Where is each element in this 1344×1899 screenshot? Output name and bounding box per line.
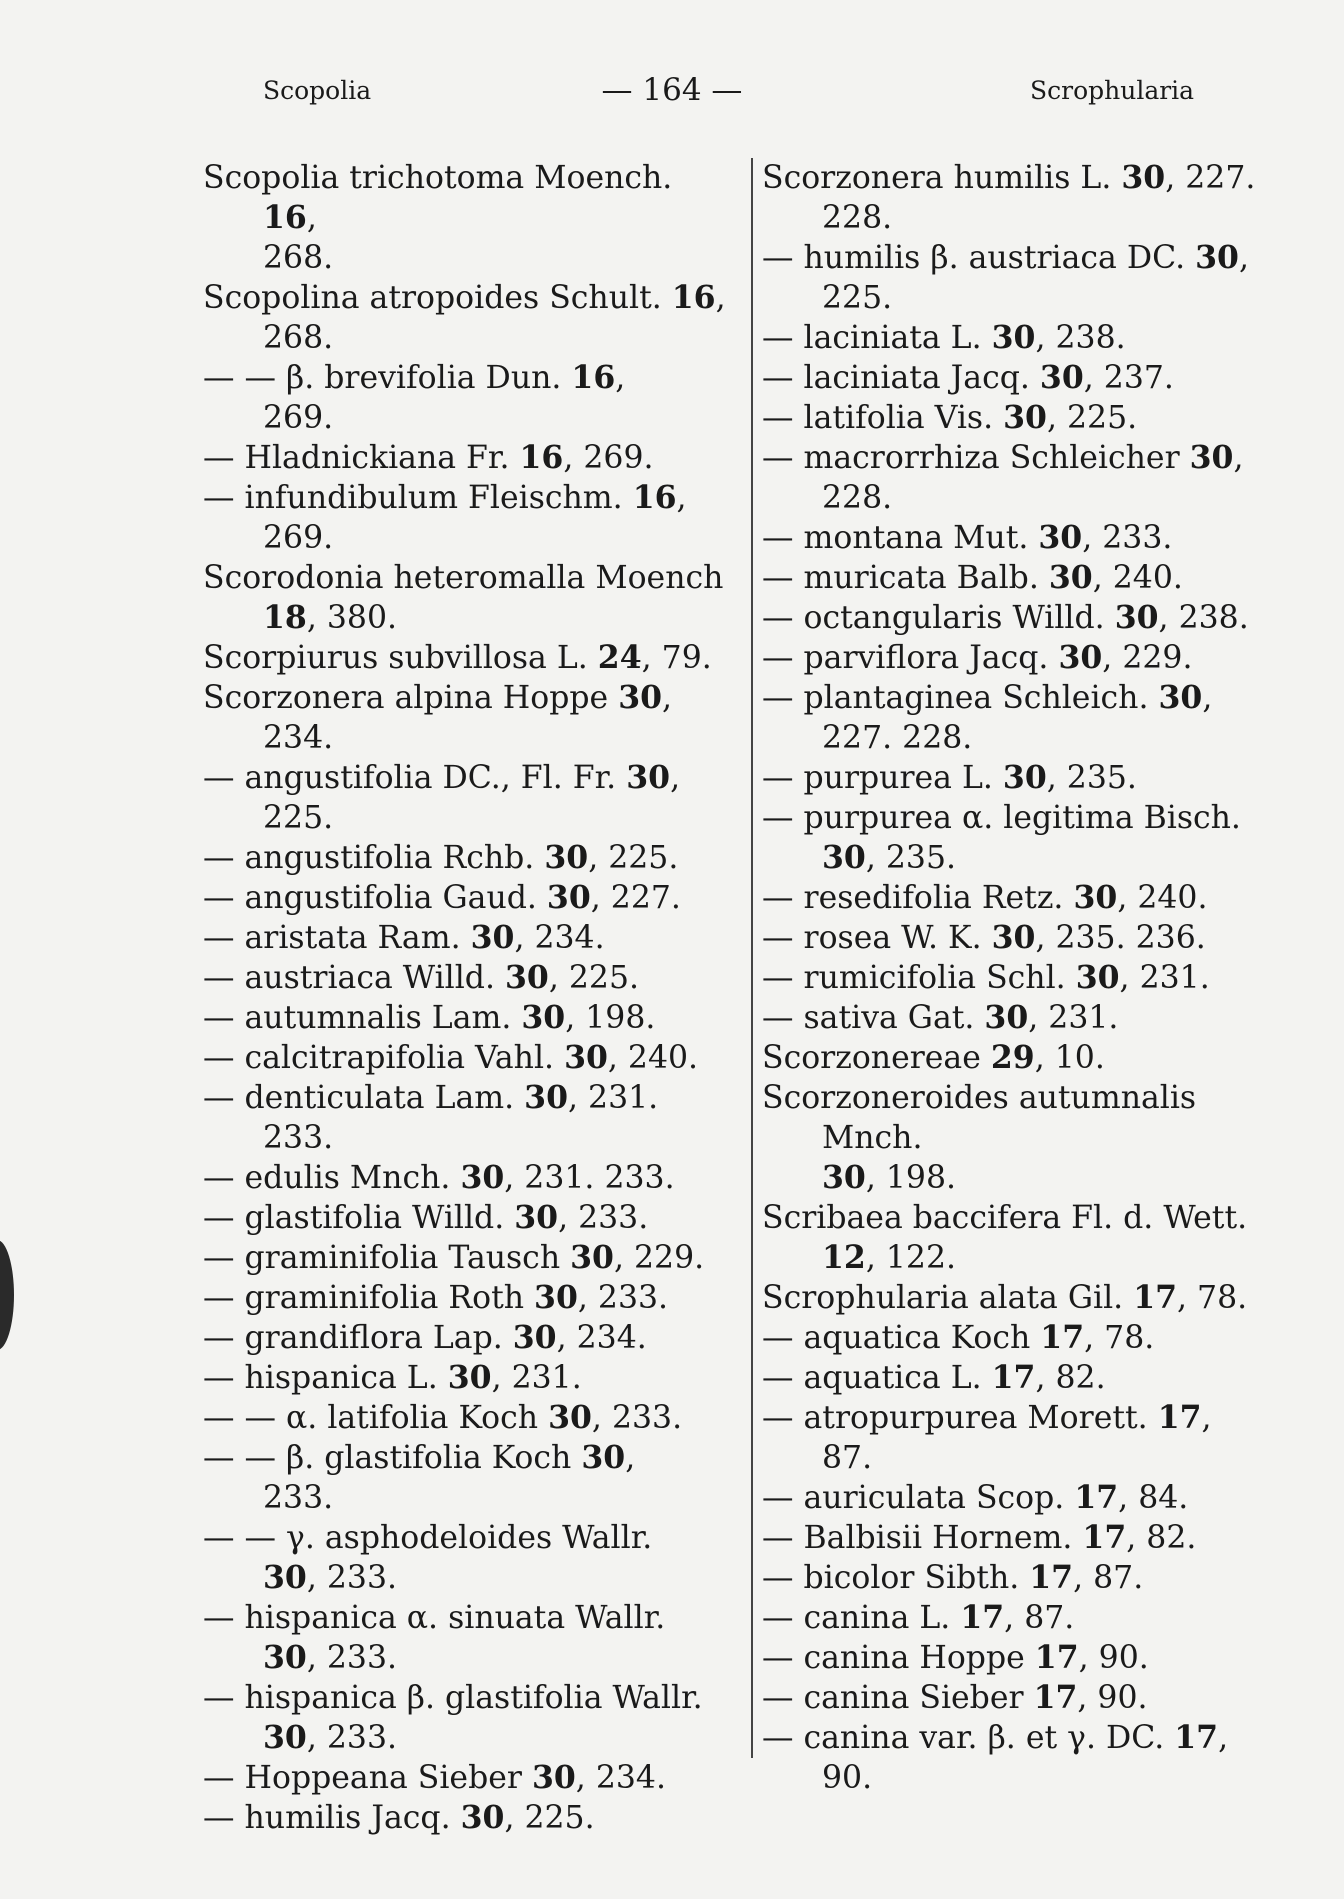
index-entry — [203, 918, 733, 958]
index-entry-text: — graminifolia Roth 30, 233. — [203, 1279, 669, 1316]
index-entry — [203, 478, 733, 518]
index-entry-text: — hispanica L. 30, 231. — [203, 1359, 582, 1396]
index-column-right — [762, 158, 1302, 1798]
index-entry-continuation: 225. — [822, 280, 893, 316]
index-entry — [762, 878, 1302, 918]
index-entry-continuation: 12, 122. — [822, 1239, 957, 1276]
index-entry — [762, 598, 1302, 638]
index-entry-text: — — β. glastifolia Koch 30, — [203, 1439, 636, 1476]
index-entry-text: — edulis Mnch. 30, 231. 233. — [203, 1159, 675, 1196]
index-entry-text: Scorzonera alpina Hoppe 30, 234. — [203, 679, 673, 756]
index-entry — [762, 558, 1302, 598]
index-entry — [203, 1078, 733, 1118]
index-entry-text: — — α. latifolia Koch 30, 233. — [203, 1399, 683, 1436]
index-entry-continuation: 228. — [822, 200, 893, 236]
index-entry — [762, 918, 1302, 958]
index-entry — [203, 678, 733, 758]
index-entry — [762, 1678, 1302, 1718]
index-entry — [203, 1518, 733, 1558]
index-entry-continuation: 269. — [263, 400, 334, 436]
index-entry — [203, 838, 733, 878]
column-divider — [751, 158, 753, 1758]
index-entry — [762, 1718, 1302, 1758]
index-entry — [203, 1278, 733, 1318]
index-entry-text: — hispanica β. glastifolia Wallr. — [203, 1680, 703, 1716]
index-entry — [203, 1398, 733, 1438]
index-entry — [762, 318, 1302, 358]
index-entry-text: — — β. brevifolia Dun. 16, — [203, 359, 626, 396]
index-entry-text: — octangularis Willd. 30, 238. — [762, 599, 1249, 636]
index-entry-text: — Hladnickiana Fr. 16, 269. — [203, 439, 654, 476]
index-entry-text: Scopolia trichotoma Moench. 16, — [203, 160, 673, 236]
index-entry — [762, 638, 1302, 678]
index-entry — [203, 958, 733, 998]
index-entry — [203, 1158, 733, 1198]
index-entry-text: — angustifolia Rchb. 30, 225. — [203, 839, 679, 876]
index-entry — [203, 358, 733, 398]
index-entry — [762, 1598, 1302, 1638]
index-entry — [762, 678, 1302, 718]
index-entry — [762, 238, 1302, 278]
index-entry — [762, 1398, 1302, 1438]
index-entry-continuation: 30, 233. — [263, 1639, 398, 1676]
index-entry-text: — auriculata Scop. 17, 84. — [762, 1479, 1189, 1516]
index-entry — [762, 758, 1302, 798]
index-entry-text: — — γ. asphodeloides Wallr. — [203, 1520, 653, 1556]
index-entry — [762, 1478, 1302, 1518]
index-entry — [203, 1798, 733, 1838]
index-entry-continuation: 233. — [263, 1120, 334, 1156]
index-entry-text: — aquatica L. 17, 82. — [762, 1359, 1106, 1396]
index-entry-continuation: 227. 228. — [822, 720, 973, 756]
index-entry-text: — plantaginea Schleich. 30, — [762, 679, 1213, 716]
index-entry-text: — graminifolia Tausch 30, 229. — [203, 1239, 705, 1276]
index-entry — [762, 798, 1302, 838]
index-entry-text: — autumnalis Lam. 30, 198. — [203, 999, 656, 1036]
index-entry — [762, 1318, 1302, 1358]
index-entry-text: — canina Sieber 17, 90. — [762, 1679, 1148, 1716]
index-entry-text: — austriaca Willd. 30, 225. — [203, 959, 640, 996]
index-entry — [762, 1278, 1302, 1318]
index-entry-text: — canina var. β. et γ. DC. 17, — [762, 1719, 1229, 1756]
index-entry — [762, 358, 1302, 398]
index-entry-text: — bicolor Sibth. 17, 87. — [762, 1559, 1144, 1596]
index-entry-text: Scorzoneroides autumnalis Mnch. — [762, 1080, 1197, 1156]
index-entry-text: — Hoppeana Sieber 30, 234. — [203, 1759, 666, 1796]
index-entry-text: Scorpiurus subvillosa L. 24, 79. — [203, 639, 712, 676]
index-entry-text: — parviflora Jacq. 30, 229. — [762, 639, 1193, 676]
index-entry — [762, 1558, 1302, 1598]
index-entry-text: — purpurea α. legitima Bisch. — [762, 800, 1241, 836]
index-entry-text: — latifolia Vis. 30, 225. — [762, 399, 1138, 436]
index-entry-text: — macrorrhiza Schleicher 30, — [762, 439, 1244, 476]
index-entry-continuation: 87. — [822, 1440, 873, 1476]
index-entry-text: — grandiflora Lap. 30, 234. — [203, 1319, 647, 1356]
index-entry — [203, 638, 733, 678]
index-entry-text: — purpurea L. 30, 235. — [762, 759, 1137, 796]
index-entry — [203, 278, 733, 318]
index-entry-continuation: 30, 198. — [822, 1159, 957, 1196]
index-entry — [762, 1198, 1302, 1238]
index-entry — [203, 1038, 733, 1078]
index-entry-text: — muricata Balb. 30, 240. — [762, 559, 1183, 596]
index-entry-text: — aristata Ram. 30, 234. — [203, 919, 605, 956]
index-entry — [203, 438, 733, 478]
index-entry — [203, 758, 733, 798]
index-entry-text: — infundibulum Fleischm. 16, — [203, 479, 687, 516]
index-entry — [203, 1358, 733, 1398]
index-entry-continuation: 233. — [263, 1480, 334, 1516]
running-header — [0, 72, 1344, 126]
index-entry — [203, 1598, 733, 1638]
index-entry — [762, 1358, 1302, 1398]
page-edge-shadow — [0, 1240, 14, 1350]
index-entry-text: — humilis β. austriaca DC. 30, — [762, 239, 1249, 276]
page-number: — 164 — — [601, 72, 743, 108]
index-entry — [762, 518, 1302, 558]
index-entry-text: — resedifolia Retz. 30, 240. — [762, 879, 1208, 916]
index-entry-text: — montana Mut. 30, 233. — [762, 519, 1173, 556]
index-entry — [762, 398, 1302, 438]
index-entry-text: — glastifolia Willd. 30, 233. — [203, 1199, 649, 1236]
header-last-entry: Scrophularia — [1030, 76, 1195, 105]
index-entry-continuation: 30, 233. — [263, 1719, 398, 1756]
index-entry-text: — canina L. 17, 87. — [762, 1599, 1075, 1636]
index-entry-continuation: 18, 380. — [263, 599, 398, 636]
index-entry — [203, 158, 733, 238]
index-entry-continuation: 268. — [263, 320, 334, 356]
index-entry — [762, 1038, 1302, 1078]
index-entry-text: — angustifolia DC., Fl. Fr. 30, — [203, 759, 681, 796]
index-entry-continuation: 30, 235. — [822, 839, 957, 876]
index-entry-text: Scrophularia alata Gil. 17, 78. — [762, 1279, 1248, 1316]
index-entry — [762, 1078, 1302, 1158]
index-entry — [762, 438, 1302, 478]
index-entry — [762, 1518, 1302, 1558]
index-entry — [203, 1238, 733, 1278]
index-entry-text: — sativa Gat. 30, 231. — [762, 999, 1119, 1036]
index-entry — [203, 1318, 733, 1358]
index-entry-text: — atropurpurea Morett. 17, — [762, 1399, 1212, 1436]
index-entry-continuation: 268. — [263, 240, 334, 276]
index-entry — [762, 158, 1302, 198]
index-entry — [203, 1758, 733, 1798]
index-entry — [762, 998, 1302, 1038]
index-entry-continuation: 228. — [822, 480, 893, 516]
index-entry-text: — angustifolia Gaud. 30, 227. — [203, 879, 681, 916]
index-entry — [203, 1678, 733, 1718]
index-entry-text: — canina Hoppe 17, 90. — [762, 1639, 1149, 1676]
index-entry — [203, 878, 733, 918]
index-entry-text: — humilis Jacq. 30, 225. — [203, 1799, 595, 1836]
index-entry — [203, 1198, 733, 1238]
index-entry — [762, 958, 1302, 998]
index-entry-text: — laciniata L. 30, 238. — [762, 319, 1126, 356]
index-entry-continuation: 269. — [263, 520, 334, 556]
index-entry-text: Scribaea baccifera Fl. d. Wett. — [762, 1200, 1248, 1236]
index-entry-text: — rosea W. K. 30, 235. 236. — [762, 919, 1206, 956]
index-entry-text: — laciniata Jacq. 30, 237. — [762, 359, 1174, 396]
index-entry — [203, 1438, 733, 1478]
index-entry-text: — hispanica α. sinuata Wallr. — [203, 1600, 666, 1636]
index-entry-text: Scorodonia heteromalla Moench — [203, 560, 724, 596]
index-entry-text: Scorzonereae 29, 10. — [762, 1039, 1105, 1076]
index-entry-text: — rumicifolia Schl. 30, 231. — [762, 959, 1210, 996]
header-first-entry: Scopolia — [263, 76, 372, 105]
index-entry-continuation: 30, 233. — [263, 1559, 398, 1596]
index-entry-text: Scorzonera humilis L. 30, 227. — [762, 159, 1256, 196]
index-entry-continuation: 225. — [263, 800, 334, 836]
index-entry-text: — Balbisii Hornem. 17, 82. — [762, 1519, 1197, 1556]
index-entry-text: Scopolina atropoides Schult. 16, — [203, 279, 726, 316]
index-entry-continuation: 90. — [822, 1760, 873, 1796]
index-entry-text: — denticulata Lam. 30, 231. — [203, 1079, 659, 1116]
index-entry — [762, 1638, 1302, 1678]
index-column-left — [203, 158, 733, 1838]
index-entry-text: — calcitrapifolia Vahl. 30, 240. — [203, 1039, 699, 1076]
index-entry — [203, 998, 733, 1038]
index-entry-text: — aquatica Koch 17, 78. — [762, 1319, 1155, 1356]
index-entry — [203, 558, 733, 598]
